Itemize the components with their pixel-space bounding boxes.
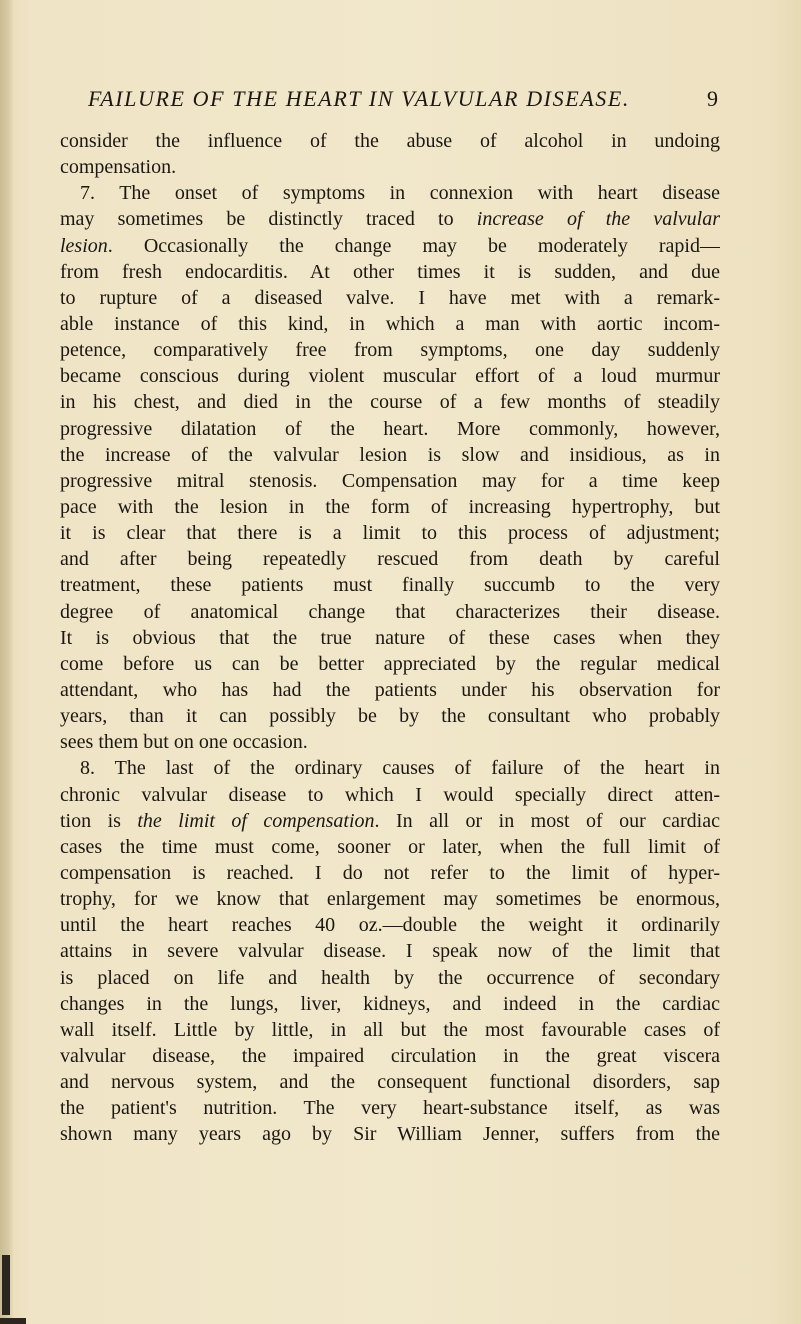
text-line: attendant, who has had the patients under his observation for	[60, 678, 720, 701]
text-line: petence, comparatively free from symptoms, one day suddenly	[60, 339, 720, 362]
text-line: treatment, these patients must finally succumb to the very	[60, 574, 720, 597]
text-line: compensation.	[60, 156, 177, 179]
text-segment: 7. The onset of symptoms in connexion with heart disease	[80, 182, 720, 205]
text-line: trophy, for we know that enlargement may sometimes be enormous,	[60, 888, 720, 911]
text-line: pace with the lesion in the form of increasing hypertrophy, but	[60, 495, 720, 518]
binding-edge-mark	[2, 1255, 10, 1315]
text-line: until the heart reaches 40 oz.—double the weight it ordinarily	[60, 914, 720, 937]
text-line	[60, 180, 720, 206]
page-number: 9	[707, 86, 718, 111]
text-line: It is obvious that the true nature of these cases when they	[60, 626, 720, 649]
text-segment: may sometimes be distinctly traced to	[60, 208, 477, 231]
text-line: the increase of the valvular lesion is slow and insidious, as in	[60, 443, 720, 466]
text-line: is placed on life and health by the occurrence of secondary	[60, 966, 720, 989]
text-line: wall itself. Little by little, in all but the most favourable cases of	[60, 1018, 720, 1041]
text-segment: tion is	[60, 809, 138, 832]
text-line: sees them but on one occasion.	[60, 731, 308, 754]
text-line: and after being repeatedly rescued from death by careful	[60, 548, 720, 571]
text-line: attains in severe valvular disease. I speak now of the limit that	[60, 940, 720, 963]
text-line: progressive dilatation of the heart. More commonly, however,	[60, 417, 720, 440]
italic-phrase: lesion	[60, 234, 108, 257]
text-line: chronic valvular disease to which I would specially direct atten-	[60, 783, 720, 806]
text-line	[60, 808, 720, 834]
text-line	[60, 755, 720, 781]
text-segment: 8. The last of the ordinary causes of failure of the heart in	[80, 757, 720, 780]
text-line	[60, 233, 720, 259]
text-line: it is clear that there is a limit to this process of adjustment;	[60, 522, 720, 545]
text-line: able instance of this kind, in which a man with aortic incom-	[60, 312, 720, 335]
text-line: from fresh endocarditis. At other times it is sudden, and due	[60, 260, 720, 283]
text-line: years, than it can possibly be by the consultant who probably	[60, 705, 720, 728]
corner-edge-mark	[0, 1318, 26, 1324]
text-line: became conscious during violent muscular effort of a loud murmur	[60, 365, 720, 388]
italic-phrase: increase of the valvular	[476, 208, 720, 231]
text-line: consider the influence of the abuse of alcohol in undoing	[60, 130, 720, 152]
running-head	[88, 86, 718, 116]
text-line: valvular disease, the impaired circulation in the great viscera	[60, 1044, 720, 1067]
italic-phrase: the limit of compensation	[137, 809, 375, 832]
running-title: FAILURE OF THE HEART IN VALVULAR DISEASE.	[88, 86, 631, 111]
text-segment: . Occasionally the change may be moderately rapid—	[107, 234, 720, 257]
text-line: come before us can be better appreciated by the regular medical	[60, 652, 720, 675]
text-line: and nervous system, and the consequent functional disorders, sap	[60, 1071, 720, 1094]
text-line: degree of anatomical change that characterizes their disease.	[60, 600, 720, 623]
text-segment: . In all or in most of our cardiac	[374, 809, 720, 832]
text-line: shown many years ago by Sir William Jenner, suffers from the	[60, 1123, 720, 1146]
text-line: changes in the lungs, liver, kidneys, and indeed in the cardiac	[60, 992, 720, 1015]
text-line: the patient's nutrition. The very heart-substance itself, as was	[60, 1097, 720, 1120]
text-line	[60, 206, 720, 232]
text-line: in his chest, and died in the course of a few months of steadily	[60, 391, 720, 414]
text-line: compensation is reached. I do not refer to the limit of hyper-	[60, 861, 720, 884]
text-line: progressive mitral stenosis. Compensation may for a time keep	[60, 469, 720, 492]
body-text	[60, 128, 720, 1147]
text-line: cases the time must come, sooner or later, when the full limit of	[60, 835, 720, 858]
text-line: to rupture of a diseased valve. I have met with a remark-	[60, 286, 720, 309]
page-gutter-shadow	[0, 0, 14, 1324]
